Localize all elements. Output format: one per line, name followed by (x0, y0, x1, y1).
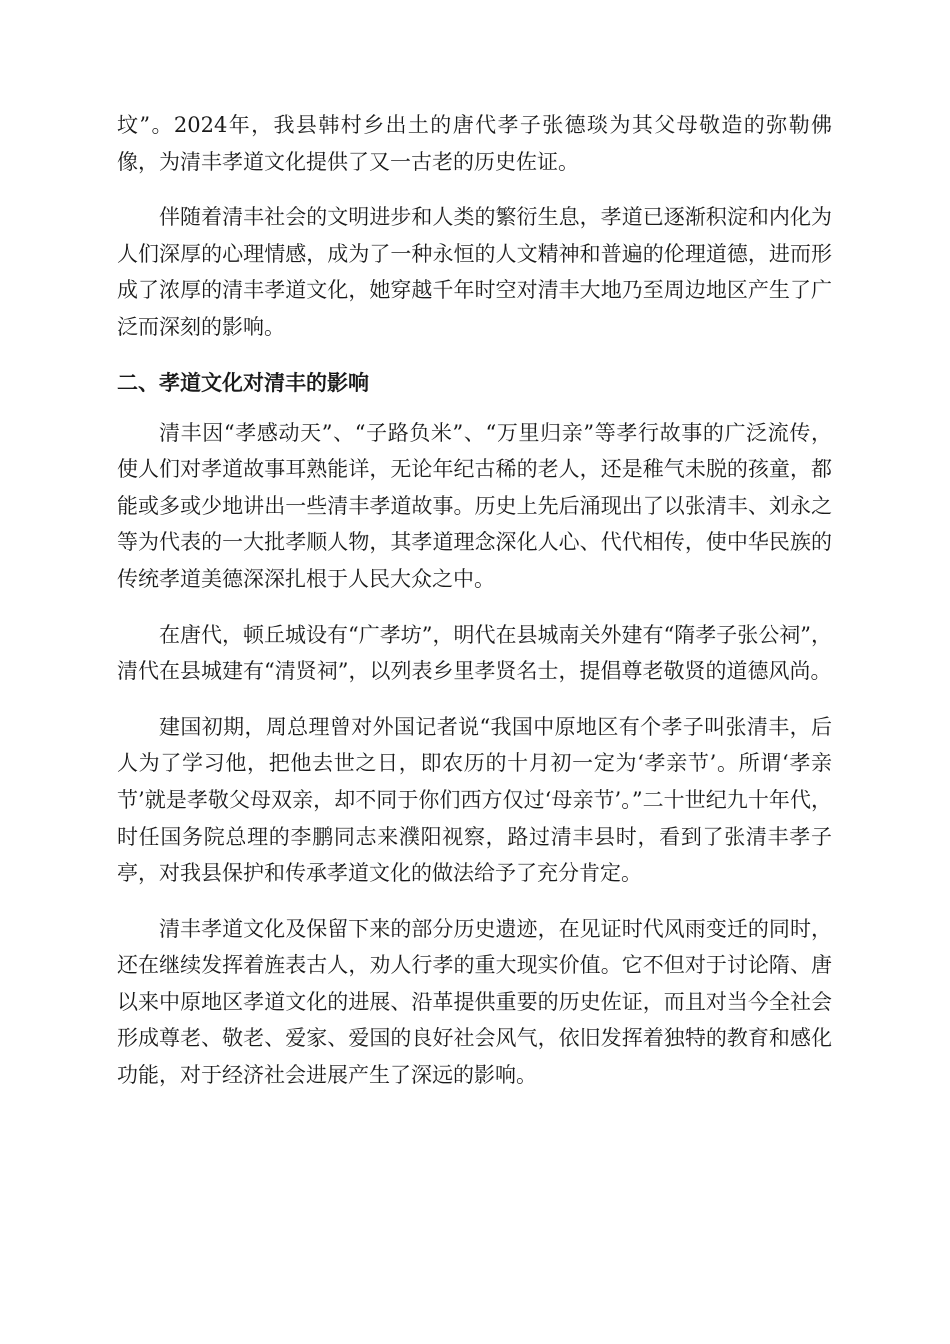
paragraph-historic-sites: 在唐代，顿丘城设有“广孝坊”，明代在县城南关外建有“隋孝子张公祠”，清代在县城建有“清贤祠”，以列表乡里孝贤名士，提倡尊老敬贤的道德风尚。 (117, 622, 832, 684)
paragraph-modern-value: 清丰孝道文化及保留下来的部分历史遗迹，在见证时代风雨变迁的同时，还在继续发挥着旌表古人，劝人行孝的重大现实价值。它不但对于讨论隋、唐以来中原地区孝道文化的进展、沿革提供重要的历史佐证，而且对当今全社会形成尊老、敬老、爱家、爱国的良好社会风气，依旧发挥着独特的教育和感化功能，对于经济社会进展产生了深远的影响。 (117, 916, 832, 1088)
paragraph-premier-quote: 建国初期，周总理曾对外国记者说“我国中原地区有个孝子叫张清丰，后人为了学习他，把他去世之日，即农历的十月初一定为‘孝亲节’。所谓‘孝亲节’就是孝敬父母双亲，却不同于你们西方仅过‘母亲节’。”二十世纪九十年代，时任国务院总理的李鹏同志来濮阳视察，路过清丰县时，看到了张清丰孝子亭，对我县保护和传承孝道文化的做法给予了充分肯定。 (117, 714, 832, 886)
paragraph-culture-formation: 伴随着清丰社会的文明进步和人类的繁衍生息，孝道已逐渐积淀和内化为人们深厚的心理情感，成为了一种永恒的人文精神和普遍的伦理道德，进而形成了浓厚的清丰孝道文化，她穿越千年时空对清丰大地乃至周边地区产生了广泛而深刻的影响。 (117, 205, 832, 339)
paragraph-continuation: 坟”。2024年，我县韩村乡出土的唐代孝子张德琰为其父母敬造的弥勒佛像，为清丰孝道文化提供了又一古老的历史佐证。 (117, 113, 832, 174)
section-heading: 二、孝道文化对清丰的影响 (117, 370, 369, 395)
document-body (117, 107, 832, 1113)
paragraph-stories-spread: 清丰因“孝感动天”、“子路负米”、“万里归亲”等孝行故事的广泛流传，使人们对孝道故事耳熟能详，无论年纪古稀的老人，还是稚气未脱的孩童，都能或多或少地讲出一些清丰孝道故事。历史上先后涌现出了以张清丰、刘永之等为代表的一大批孝顺人物，其孝道理念深化人心、代代相传，使中华民族的传统孝道美德深深扎根于人民大众之中。 (117, 420, 832, 591)
